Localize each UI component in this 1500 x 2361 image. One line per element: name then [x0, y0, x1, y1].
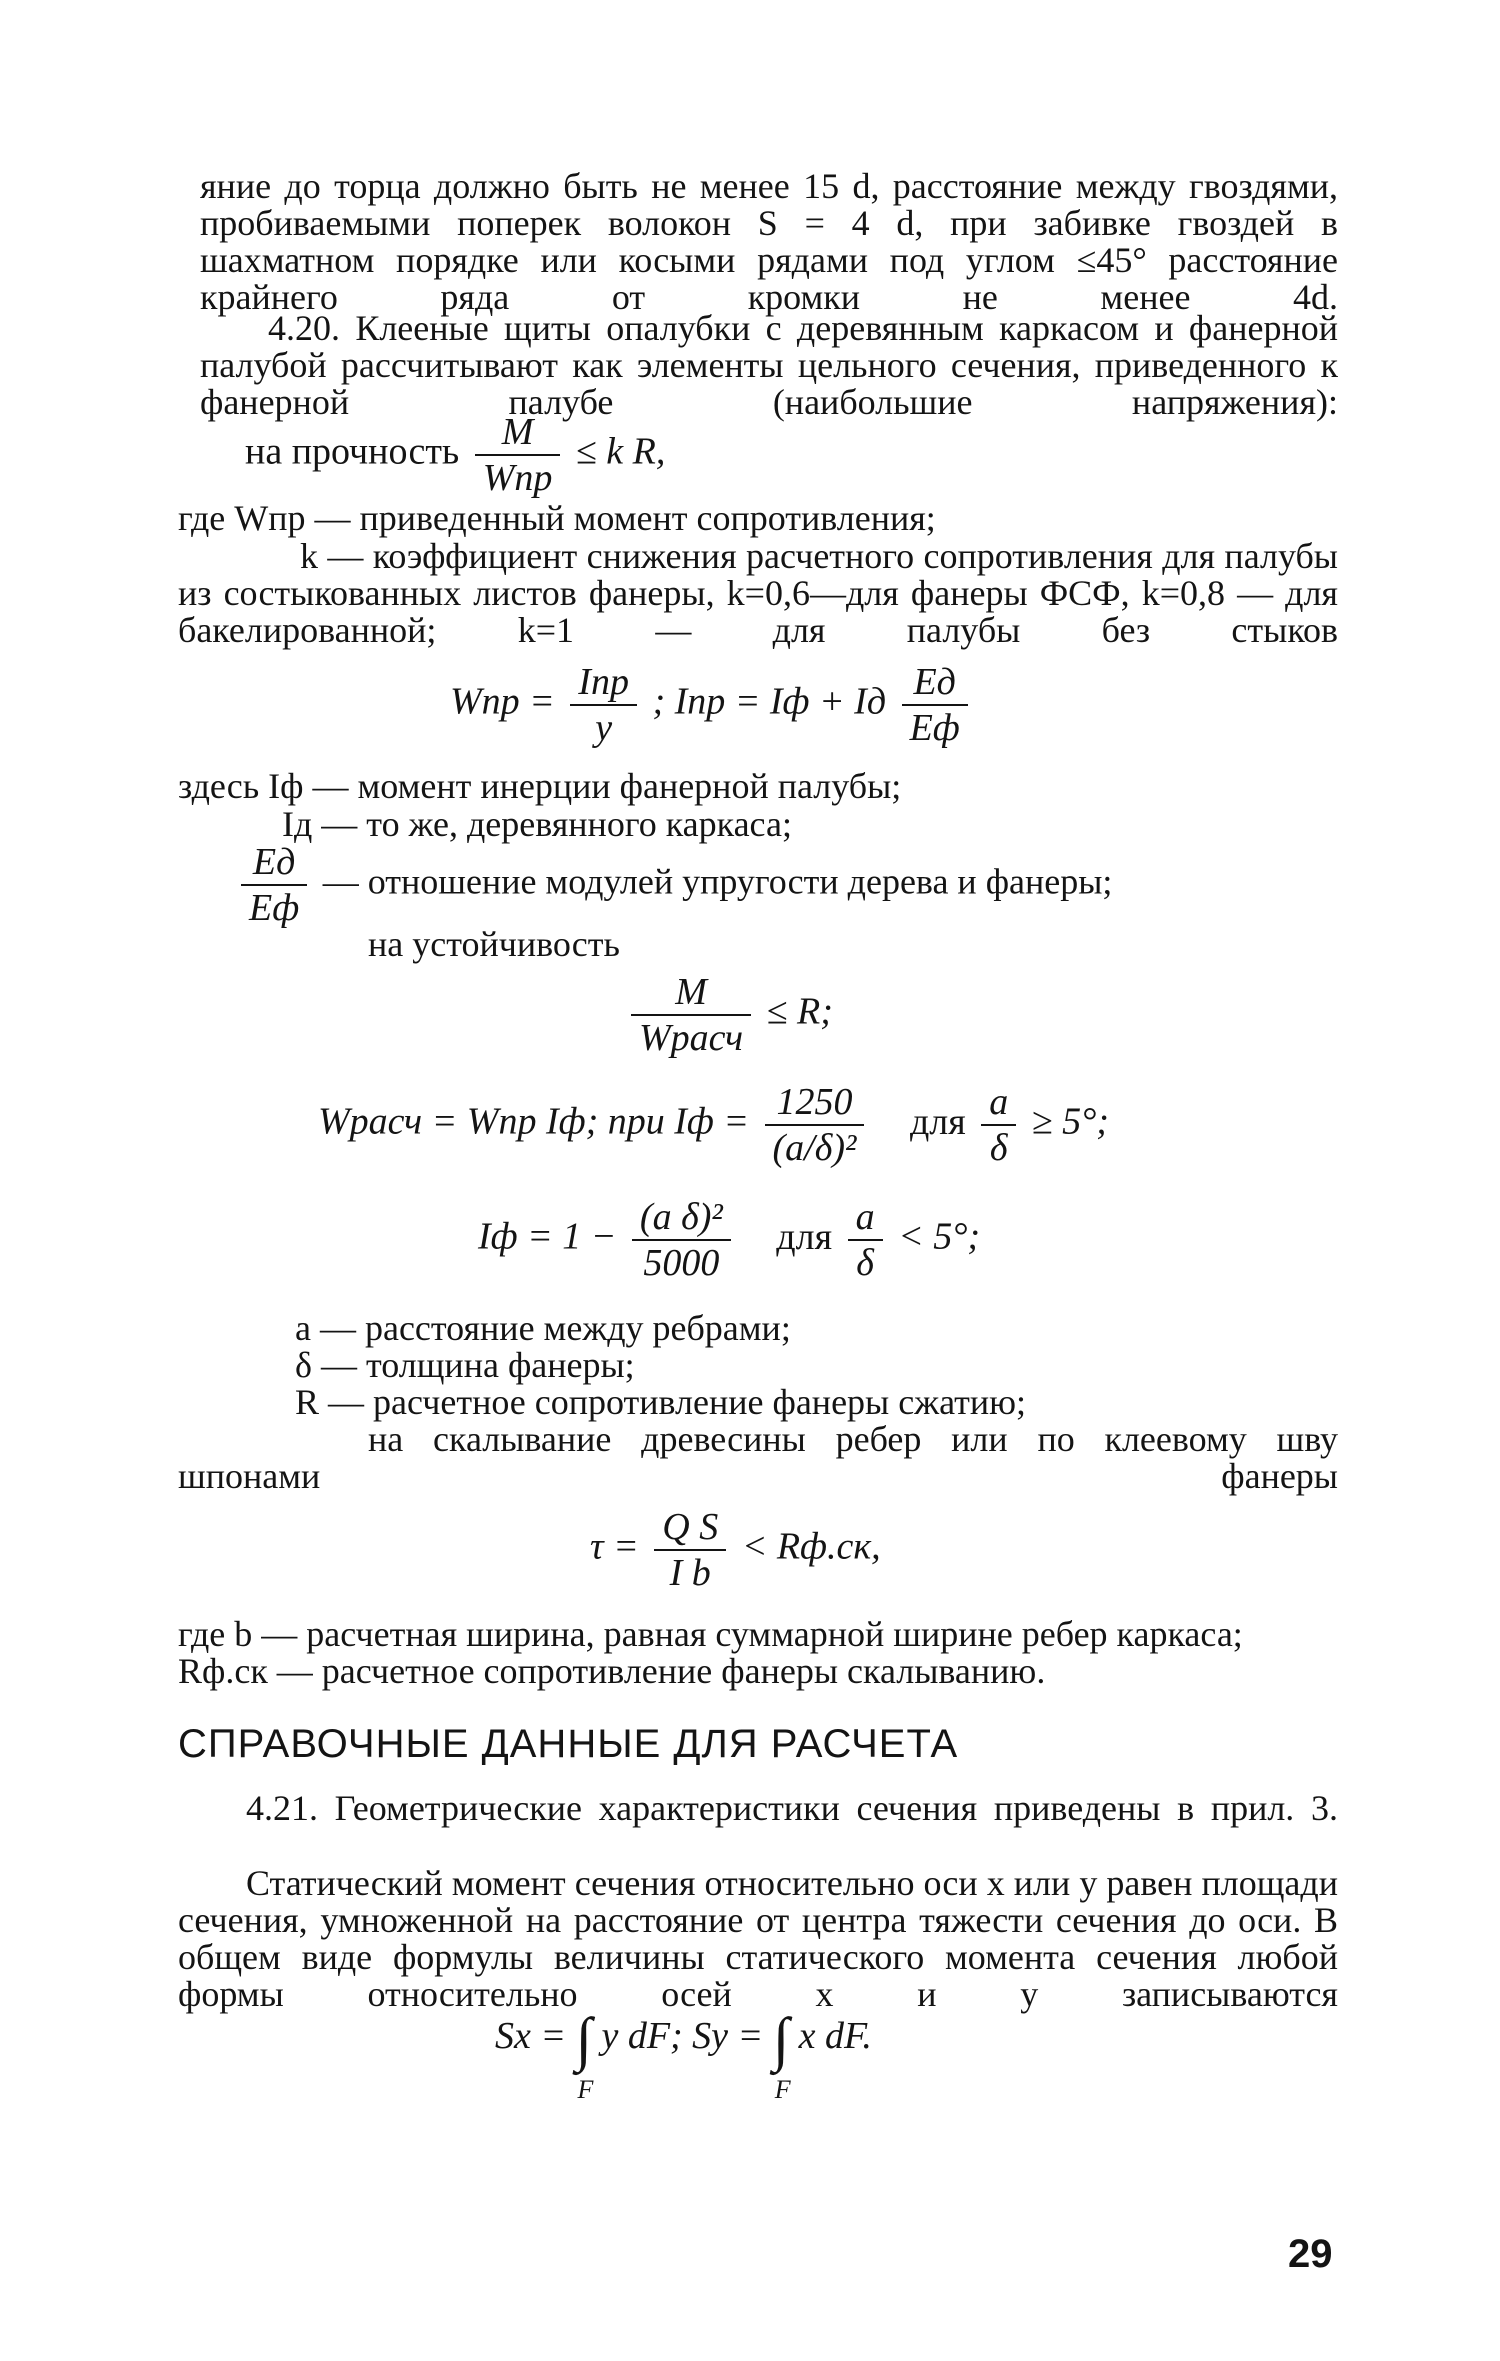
f5-denominator: 5000: [643, 1242, 720, 1284]
def-r: R — расчетное сопротивление фанеры сжатию;: [295, 1382, 1027, 1422]
f3-numerator: M: [631, 970, 751, 1016]
f5-a: a: [848, 1195, 883, 1241]
def-if: здесь Iф — момент инерции фанерной палубы;: [178, 766, 902, 806]
fraction-5000: [632, 1195, 731, 1285]
f6-rhs: < Rф.ск,: [741, 1525, 881, 1568]
def-delta: δ — толщина фанеры;: [295, 1345, 635, 1385]
f4-delta: δ: [989, 1127, 1008, 1169]
f5-lhs: Iф = 1 −: [478, 1215, 617, 1258]
section-heading: СПРАВОЧНЫЕ ДАННЫЕ ДЛЯ РАСЧЕТА: [178, 1722, 959, 1766]
stability-label: на устойчивость: [368, 924, 620, 964]
f5-numerator: (a δ)²: [632, 1195, 731, 1241]
def-a: a — расстояние между ребрами;: [295, 1308, 791, 1348]
page-number: 29: [1288, 2232, 1333, 2276]
formula-strength: [245, 410, 665, 500]
integral-sign-1: ∫ F: [575, 2006, 594, 2104]
formula-wrasch: [318, 1080, 1109, 1170]
formula-if: [478, 1195, 980, 1285]
f2-numerator: Iпр: [570, 660, 637, 706]
f5-rhs: < 5°;: [898, 1215, 981, 1258]
ratio-numerator: Eд: [241, 840, 307, 886]
f3-denominator: Wрасч: [639, 1017, 744, 1059]
def-ratio: — отношение модулей упругости дерева и фанеры;: [322, 861, 1113, 902]
shear-label: на скалывание древесины ребер или по клеевому шву шпонами фанеры: [178, 1419, 1338, 1496]
f2-middle: ; Iпр = Iф + Iд: [652, 680, 887, 723]
f6-lhs: τ =: [590, 1525, 639, 1568]
f2-numerator-2: Eд: [902, 660, 968, 706]
f6-numerator: Q S: [654, 1505, 726, 1551]
f1-numerator: M: [475, 410, 561, 456]
fraction-ed-ef: [902, 660, 968, 750]
def-rfsk: Rф.ск — расчетное сопротивление фанеры скалыванию.: [178, 1651, 1046, 1691]
f3-rhs: ≤ R;: [766, 990, 833, 1033]
def-id: Iд — то же, деревянного каркаса;: [282, 804, 792, 844]
f2-denominator-2: Eф: [909, 707, 960, 749]
f4-a: a: [981, 1080, 1016, 1126]
integral-1-limit: F: [577, 2075, 594, 2104]
formula-tau: [590, 1505, 881, 1595]
f1-rhs: ≤ k R,: [575, 430, 666, 473]
f4-for: для: [909, 1100, 966, 1143]
f7-middle: y dF; Sy =: [601, 2015, 764, 2058]
f6-denominator: I b: [669, 1552, 711, 1594]
paragraph-4-20: 4.20. Клееные щиты опалубки с деревянным каркасом и фанерной палубой рассчитывают как элементы цельного сечения, приведенного к фанерной палубе (наибольшие напряжения):: [200, 308, 1338, 422]
def-ratio-row: [235, 840, 1112, 930]
integral-sign-2: ∫ F: [772, 2006, 791, 2104]
integral-2-limit: F: [774, 2075, 791, 2104]
fraction-m-wrasch: [631, 970, 751, 1060]
fraction-ratio: [241, 840, 307, 930]
f4-rhs: ≥ 5°;: [1031, 1100, 1109, 1143]
fraction-1250: [765, 1080, 865, 1170]
f5-for: для: [776, 1215, 833, 1258]
paragraph-top: яние до торца должно быть не менее 15 d, расстояние между гвоздями, пробиваемыми поперек волокон S = 4 d, при забивке гвоздей в шахматном порядке или косыми рядами под углом ≤45° расстояние крайнего ряда от кромки не менее 4d.: [200, 166, 1338, 317]
def-k: k — коэффициент снижения расчетного сопротивления для палубы из состыкованных листов фанеры, k=0,6—для фанеры ФСФ, k=0,8 — для бакелированной; k=1 — для палубы без стыков: [178, 536, 1338, 650]
f5-delta: δ: [856, 1242, 874, 1284]
f2-lhs: Wпр =: [450, 680, 555, 723]
f4-denominator: (a/δ)²: [772, 1127, 857, 1169]
fraction-a-delta-1: [981, 1080, 1016, 1170]
f4-lhs: Wрасч = Wпр Iф; при Iф =: [318, 1100, 750, 1143]
f4-numerator: 1250: [765, 1080, 865, 1126]
fraction-ipr-y: [570, 660, 637, 750]
fraction-m-wpr: [475, 410, 561, 500]
paragraph-4-21: 4.21. Геометрические характеристики сечения приведены в прил. 3.: [246, 1788, 1338, 1828]
f7-sx: Sx =: [495, 2015, 567, 2058]
def-wpr: где Wпр — приведенный момент сопротивления;: [178, 498, 936, 538]
strength-label: на прочность: [245, 430, 460, 473]
paragraph-static-moment: Статический момент сечения относительно оси x или y равен площади сечения, умноженной на расстояние от центра тяжести сечения до оси. В общем виде формулы величины статического момента сечения любой формы относительно осей x и y записываются: [178, 1863, 1338, 2014]
formula-stability: [625, 970, 833, 1060]
f1-denominator: Wпр: [482, 457, 553, 499]
def-b: где b — расчетная ширина, равная суммарной ширине ребер каркаса;: [178, 1614, 1243, 1654]
formula-integrals: [495, 2005, 872, 2104]
f2-denominator: y: [595, 707, 613, 749]
fraction-a-delta-2: [848, 1195, 883, 1285]
f7-end: x dF.: [798, 2015, 872, 2058]
formula-wpr: [450, 660, 974, 750]
fraction-qs-ib: [654, 1505, 726, 1595]
ratio-denominator: Eф: [249, 887, 300, 929]
